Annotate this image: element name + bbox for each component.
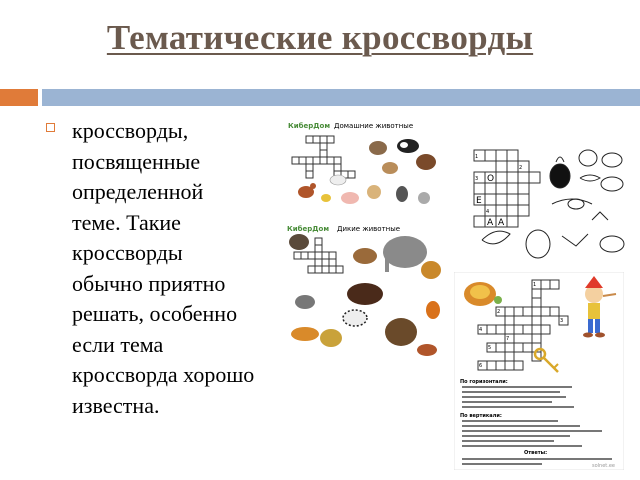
pinocchio-crossword-picture <box>454 272 624 470</box>
slide-title: Тематические кроссворды <box>106 18 534 57</box>
title-rule-accent <box>0 89 38 106</box>
grid-letter: О <box>487 174 495 184</box>
body-line: посвященные <box>72 148 201 174</box>
answers-heading: Ответы: <box>524 450 548 456</box>
grid-number: 3 <box>475 176 479 182</box>
crossword-grid-icon <box>474 150 540 227</box>
domestic-label: Домашние животные <box>334 122 414 130</box>
animal-illustrations-icon <box>298 139 436 204</box>
grid-number: 7 <box>506 336 510 342</box>
grid-letter: Е <box>476 196 482 206</box>
body-line: кроссворды <box>72 240 183 265</box>
grid-number: 4 <box>486 209 490 215</box>
body-line: кроссворды, <box>72 118 189 143</box>
body-text <box>72 116 312 421</box>
domestic-animals-crossword-picture <box>286 118 446 220</box>
body-line: кроссворда хорошо <box>72 362 255 387</box>
crossword-grid-icon <box>292 136 355 178</box>
bullet-icon <box>46 123 55 132</box>
grid-number: 2 <box>519 165 523 171</box>
grid-number: 5 <box>488 345 492 351</box>
grid-letter: А <box>487 218 494 228</box>
body-line: определенной <box>72 179 204 204</box>
grid-number: 1 <box>475 154 479 160</box>
body-line: если тема <box>72 331 164 357</box>
body-line: известна. <box>72 392 160 418</box>
grid-letter: А <box>498 218 505 228</box>
wild-label: Дикие животные <box>337 225 401 233</box>
grid-number: 3 <box>560 318 564 324</box>
watermark-text: solnet.ee <box>592 463 616 469</box>
body-line: обычно приятно <box>72 270 226 296</box>
grid-number: 2 <box>497 309 501 315</box>
logo-text: КиберДом <box>288 122 331 130</box>
wild-animals-crossword-picture <box>285 222 445 362</box>
vegetables-crossword-picture <box>462 140 632 268</box>
down-heading: По вертикали: <box>460 413 502 419</box>
grid-number: 6 <box>479 363 483 369</box>
title-rule <box>42 89 640 106</box>
across-heading: По горизонтали: <box>460 379 508 385</box>
grid-number: 1 <box>533 282 537 288</box>
body-line: теме. Такие <box>72 209 181 235</box>
logo-text: КиберДом <box>287 225 330 233</box>
grid-number: 4 <box>479 327 483 333</box>
body-line: решать, особенно <box>72 301 238 326</box>
